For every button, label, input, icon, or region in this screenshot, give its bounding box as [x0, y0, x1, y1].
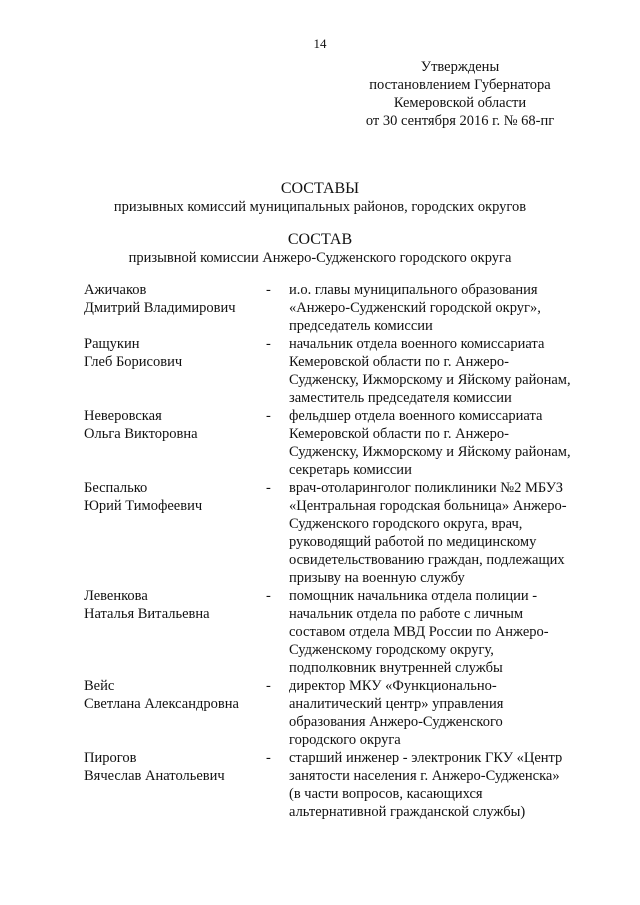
section-heading	[0, 230, 640, 267]
role-line: Кемеровской области по г. Анжеро-	[289, 426, 509, 442]
member-surname: Неверовская	[84, 408, 162, 424]
member-role	[289, 335, 594, 407]
member-given-name: Вячеслав Анатольевич	[84, 768, 225, 784]
role-line: руководящий работой по медицинскому	[289, 534, 537, 550]
member-surname: Вейс	[84, 678, 115, 694]
member-given-name: Юрий Тимофеевич	[84, 498, 203, 514]
member-role	[289, 677, 594, 749]
role-line: аналитический центр» управления	[289, 696, 504, 712]
role-line: помощник начальника отдела полиции -	[289, 588, 538, 604]
member-dash: -	[266, 750, 271, 766]
role-line: (в части вопросов, касающихся	[289, 786, 483, 802]
member-dash: -	[266, 678, 271, 694]
role-line: председатель комиссии	[289, 318, 433, 334]
role-line: призыву на военную службу	[289, 570, 465, 586]
heading-title: СОСТАВЫ	[280, 180, 360, 197]
member-entry	[0, 335, 640, 407]
role-line: заместитель председателя комиссии	[289, 390, 512, 406]
approval-line: Кемеровской области	[393, 95, 527, 111]
member-given-name: Наталья Витальевна	[84, 606, 210, 622]
member-given-name: Ольга Викторовна	[84, 426, 198, 442]
members-list	[0, 281, 640, 821]
member-role	[289, 407, 594, 479]
role-line: директор МКУ «Функционально-	[289, 678, 497, 694]
member-given-name: Светлана Александровна	[84, 696, 239, 712]
member-dash: -	[266, 282, 271, 298]
member-name	[84, 587, 264, 623]
member-entry	[0, 587, 640, 677]
member-surname: Левенкова	[84, 588, 148, 604]
member-name	[84, 407, 264, 443]
member-role	[289, 479, 594, 587]
member-dash: -	[266, 588, 271, 604]
member-role	[289, 749, 594, 821]
role-line: Судженску, Ижморскому и Яйскому районам,	[289, 372, 571, 388]
role-line: секретарь комиссии	[289, 462, 412, 478]
role-line: образования Анжеро-Судженского	[289, 714, 503, 730]
member-entry	[0, 479, 640, 587]
member-given-name: Глеб Борисович	[84, 354, 183, 370]
role-line: врач-отоларинголог поликлиники №2 МБУЗ	[289, 480, 564, 496]
member-entry	[0, 281, 640, 335]
member-dash: -	[266, 480, 271, 496]
member-surname: Пирогов	[84, 750, 137, 766]
member-entry	[0, 749, 640, 821]
approval-stamp	[340, 58, 580, 130]
role-line: старший инженер - электроник ГКУ «Центр	[289, 750, 563, 766]
role-line: Судженского городского округа, врач,	[289, 516, 523, 532]
member-name	[84, 335, 264, 371]
role-line: городского округа	[289, 732, 401, 748]
role-line: начальник отдела военного комиссариата	[289, 336, 545, 352]
role-line: и.о. главы муниципального образования	[289, 282, 538, 298]
role-line: составом отдела МВД России по Анжеро-	[289, 624, 549, 640]
main-heading	[0, 179, 640, 216]
member-name	[84, 677, 264, 713]
member-role	[289, 281, 594, 335]
role-line: фельдшер отдела военного комиссариата	[289, 408, 543, 424]
member-surname: Беспалько	[84, 480, 148, 496]
role-line: освидетельствованию граждан, подлежащих	[289, 552, 565, 568]
member-surname: Ажичаков	[84, 282, 147, 298]
role-line: Судженску, Ижморскому и Яйскому районам,	[289, 444, 571, 460]
role-line: «Анжеро-Судженский городской округ»,	[289, 300, 541, 316]
member-name	[84, 749, 264, 785]
section-subtitle: призывной комиссии Анжеро-Судженского городского округа	[128, 250, 512, 266]
approval-line: Утверждены	[420, 59, 500, 75]
member-dash: -	[266, 336, 271, 352]
role-line: Судженскому городскому округу,	[289, 642, 494, 658]
role-line: «Центральная городская больница» Анжеро-	[289, 498, 567, 514]
member-entry	[0, 677, 640, 749]
member-entry	[0, 407, 640, 479]
member-name	[84, 281, 264, 317]
member-name	[84, 479, 264, 515]
member-given-name: Дмитрий Владимирович	[84, 300, 236, 316]
approval-line: от 30 сентября 2016 г. № 68-пг	[365, 113, 555, 129]
page-number: 14	[313, 36, 327, 51]
section-title: СОСТАВ	[287, 231, 353, 248]
role-line: начальник отдела по работе с личным	[289, 606, 524, 622]
member-surname: Ращукин	[84, 336, 140, 352]
approval-line: постановлением Губернатора	[369, 77, 551, 93]
role-line: Кемеровской области по г. Анжеро-	[289, 354, 509, 370]
member-role	[289, 587, 594, 677]
role-line: альтернативной гражданской службы)	[289, 804, 526, 820]
role-line: подполковник внутренней службы	[289, 660, 503, 676]
heading-subtitle: призывных комиссий муниципальных районов, городских округов	[113, 199, 527, 215]
member-dash: -	[266, 408, 271, 424]
role-line: занятости населения г. Анжеро-Судженска»	[289, 768, 560, 784]
